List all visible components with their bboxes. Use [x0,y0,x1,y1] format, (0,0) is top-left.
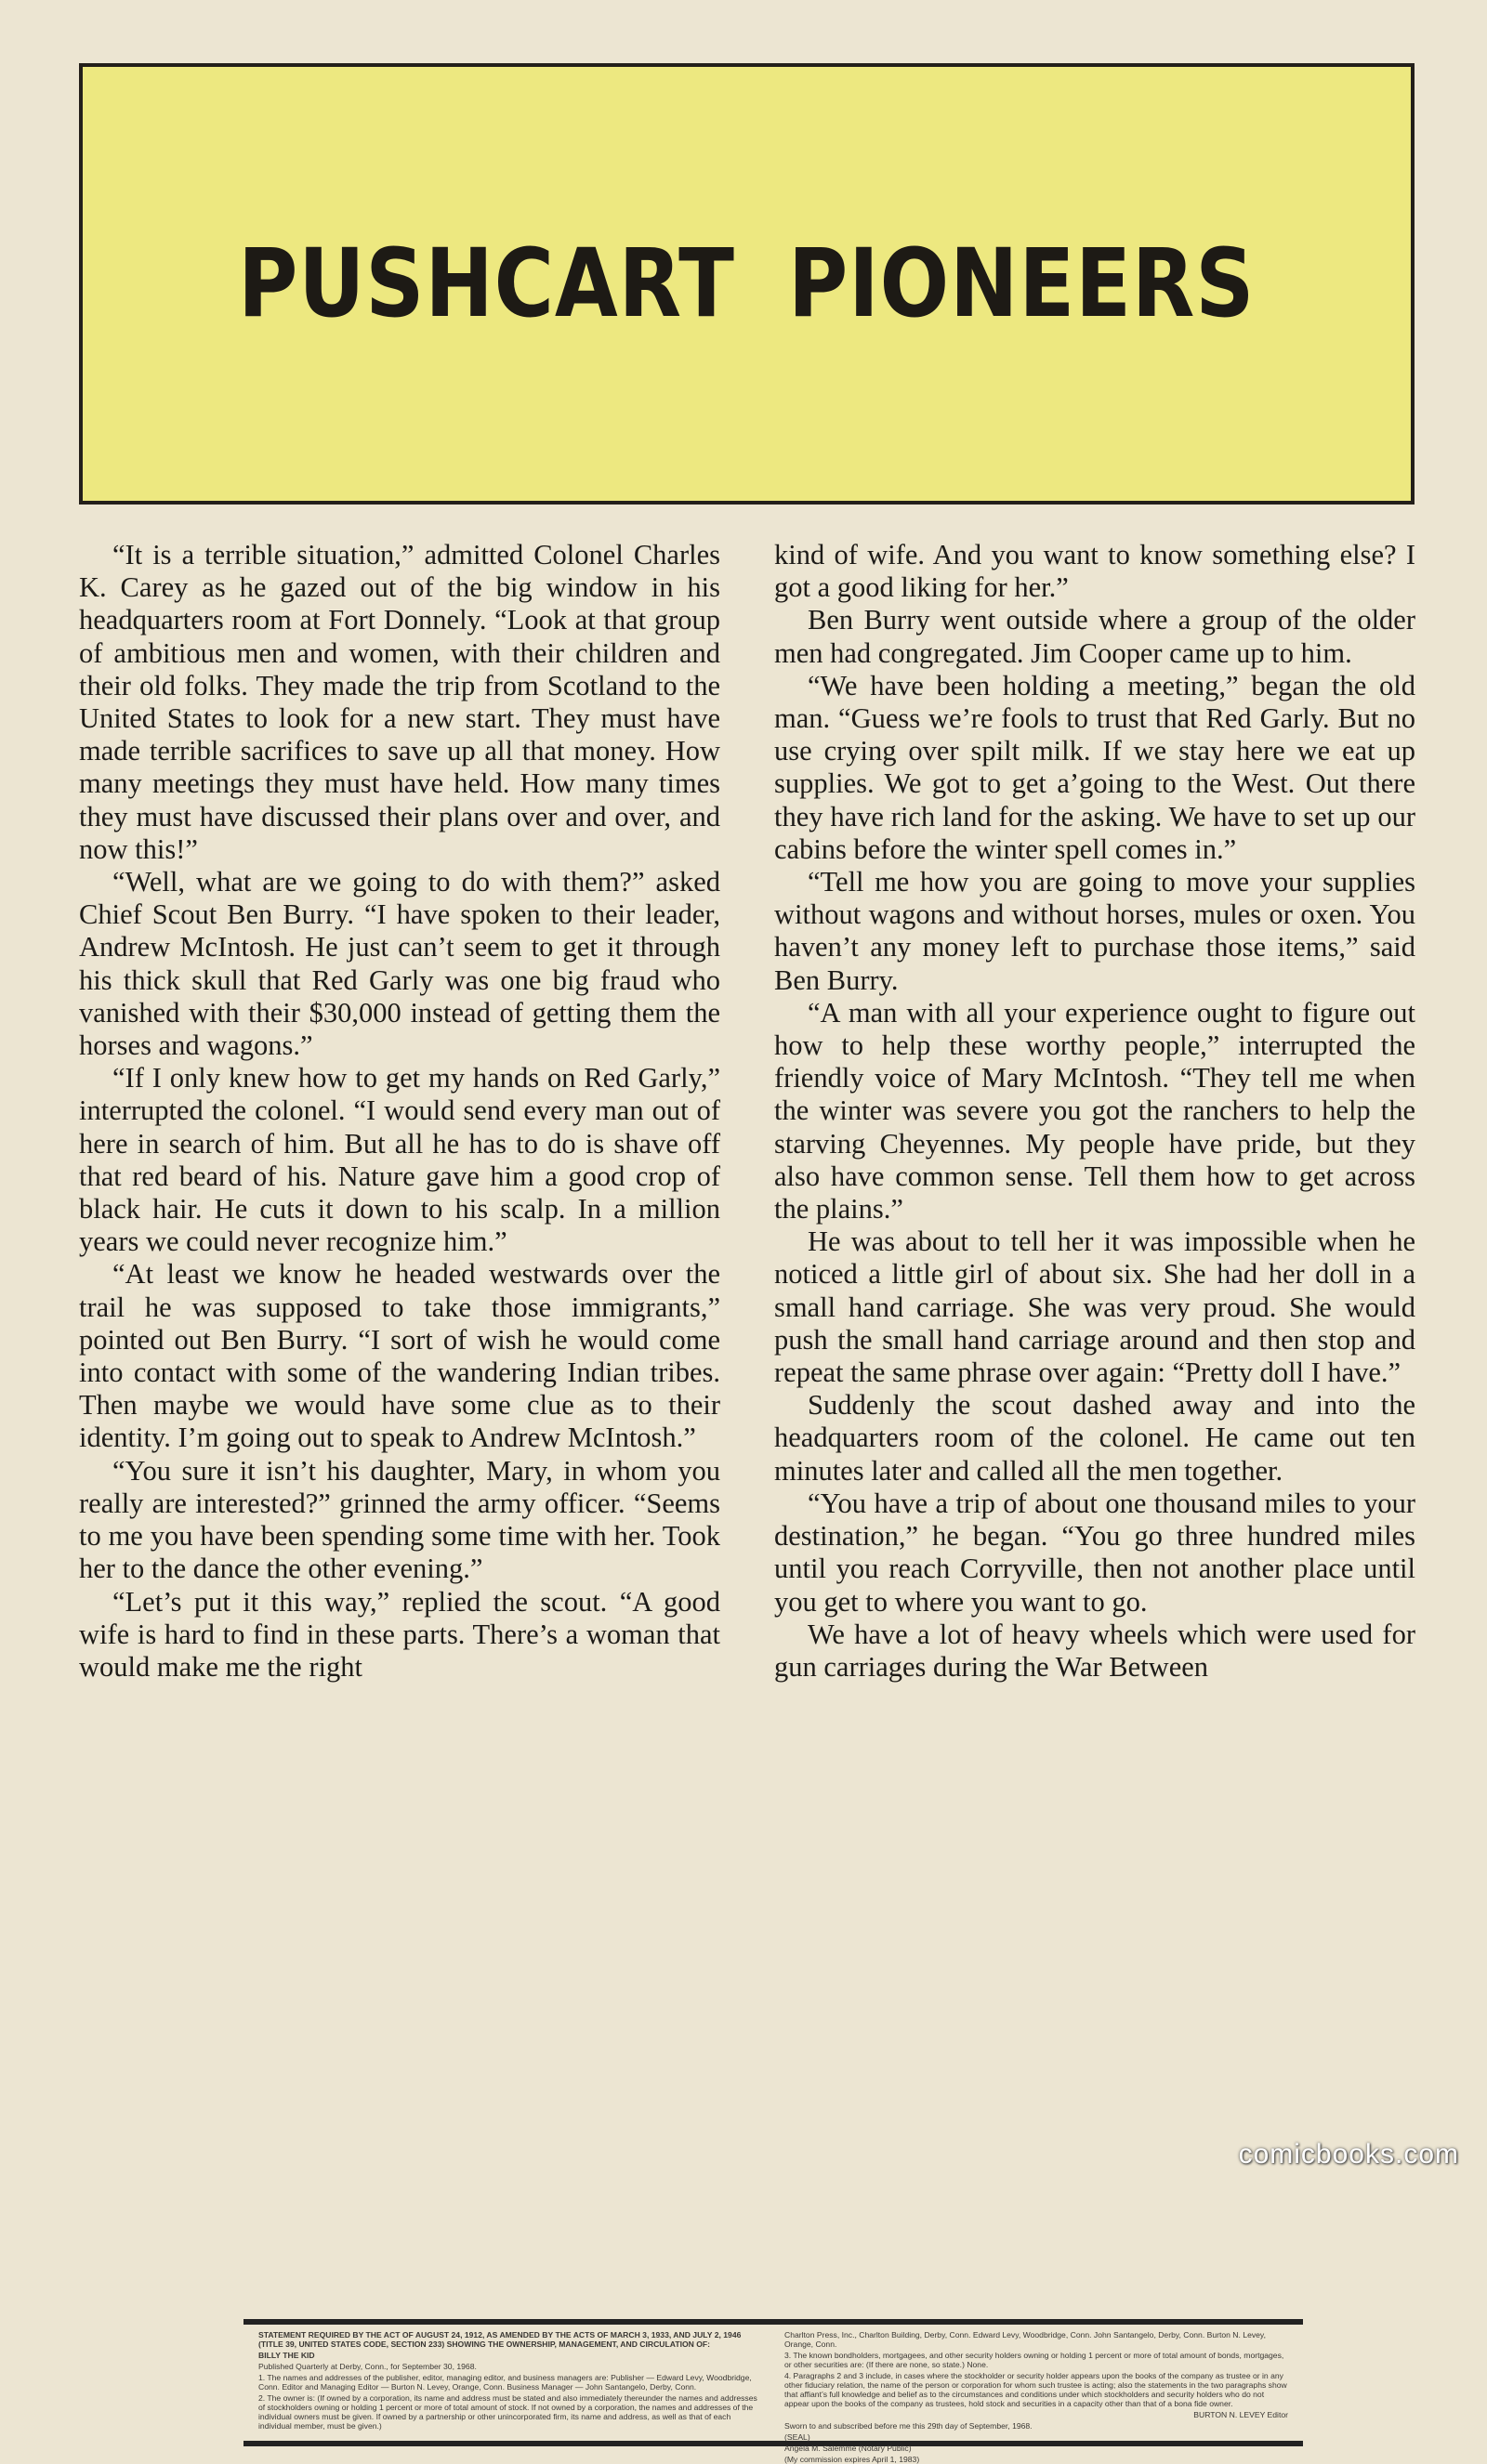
story-paragraph-continuation: kind of wife. And you want to know something else? I got a good liking for her.” [774,539,1415,604]
title-panel [79,63,1415,505]
statement-paragraph: 2. The owner is: (If owned by a corporation, its name and address must be stated and also immediately thereunder the names and addresses of stockholders owning or holding 1 percent or more of total amount of stock. If not owned by a corporation, the names and addresses of the individual owners must be given. If owned by a partnership or other unincorporated firm, its name and address, as well as that of each individual member, must be given.) [258,2393,757,2431]
statement-published: Published Quarterly at Derby, Conn., for September 30, 1968. [258,2362,477,2371]
story-paragraph: He was about to tell her it was impossible when he noticed a little girl of about six. She had her doll in a small hand carriage. She was very proud. She would push the small hand carriage around and then stop and repeat the same phrase over again: “Pretty doll I have.” [774,1225,1415,1389]
story-title: PUSHCART PIONEERS [238,229,1256,339]
left-column [79,539,720,1684]
story-paragraph: “Well, what are we going to do with them?” asked Chief Scout Ben Burry. “I have spoken to their leader, Andrew McIntosh. He just can’t seem to get it through his thick skull that Red Garly was one big fraud who vanished with their $30,000 instead of getting them the horses and wagons.” [79,866,720,1062]
statement-signature: BURTON N. LEVEY Editor [1193,2410,1288,2419]
statement-paragraph: 4. Paragraphs 2 and 3 include, in cases where the stockholder or security holder appears upon the books of the company as trustee or in any other fiduciary relation, the name of the person or corporation for whom such trustee is acting; also the statements in the two paragraphs show that affiant’s full knowledge and belief as to the circumstances and conditions under which stockholders and security holders who do not appear upon the books of the company as trustees, hold stock and securities in a capacity other than that of a bona fide owner. [784,2371,1287,2408]
statement-paragraph: 1. The names and addresses of the publisher, editor, managing editor, and business managers are: Publisher — Edward Levy, Woodbridge, Conn. Editor and Managing Editor — Burton N. Levey, Orange, Conn. Business Manager — John Santangelo, Derby, Conn. [258,2373,752,2392]
statement-notary: Angela M. Salemme (Notary Public) [784,2444,912,2453]
statement-right-column [784,2330,1288,2464]
story-paragraph: “Tell me how you are going to move your supplies without wagons and without horses, mules or oxen. You haven’t any money left to purchase those items,” said Ben Burry. [774,866,1415,996]
story-paragraph: “You have a trip of about one thousand miles to your destination,” he began. “You go three hundred miles until you reach Corryville, then not another place until you get to where you want to go. [774,1487,1415,1618]
ownership-statement [243,2319,1303,2464]
story-paragraph: “You sure it isn’t his daughter, Mary, in whom you really are interested?” grinned the army officer. “Seems to me you have been spending some time with her. Took her to the dance the other evening.” [79,1454,720,1585]
statement-heading: STATEMENT REQUIRED BY THE ACT OF AUGUST 24, 1912, AS AMENDED BY THE ACTS OF MARCH 3, 1933, AND JULY 2, 1946 (TITLE 39, UNITED STATES CODE, SECTION 233) SHOWING THE OWNERSHIP, MANAGEMENT, AND CIRCULATION OF: [258,2330,742,2349]
watermark-text: comicbooks.com [1238,2139,1459,2169]
statement-owners: Charlton Press, Inc., Charlton Building, Derby, Conn. Edward Levy, Woodbridge, Conn. John Santangelo, Derby, Conn. Burton N. Levey, Orange, Conn. [784,2330,1266,2349]
story-paragraph: We have a lot of heavy wheels which were used for gun carriages during the War Between [774,1618,1415,1683]
story-paragraph: “It is a terrible situation,” admitted Colonel Charles K. Carey as he gazed out of the big window in his headquarters room at Fort Donnely. “Look at that group of ambitious men and women, with their children and their old folks. They made the trip from Scotland to the United States to look for a new start. They must have made terrible sacrifices to save up all that money. How many meetings they must have held. How many times they must have discussed their plans over and over, and now this!” [79,539,720,865]
statement-seal: (SEAL) [784,2432,810,2442]
story-paragraph: “If I only knew how to get my hands on Red Garly,” interrupted the colonel. “I would send every man out of here in search of him. But all he has to do is shave off that red beard of his. Nature gave him a good crop of black hair. He cuts it down to his scalp. In a million years we could never recognize him.” [79,1062,720,1258]
statement-publication: BILLY THE KID [258,2351,315,2360]
story-paragraph: “A man with all your experience ought to figure out how to help these worthy people,” interrupted the friendly voice of Mary McIntosh. “They tell me when the winter was severe you got the ranchers to help the starving Cheyennes. My people have pride, but they also have common sense. Tell them how to get across the plains.” [774,996,1415,1225]
statement-left-column [258,2330,762,2437]
story-paragraph: “Let’s put it this way,” replied the scout. “A good wife is hard to find in these parts. There’s a woman that would make me the right [79,1585,720,1683]
story-paragraph: Ben Burry went outside where a group of the older men had congregated. Jim Cooper came up to him. [774,604,1415,669]
statement-commission: (My commission expires April 1, 1983) [784,2455,920,2464]
right-column [774,539,1415,1684]
story-paragraph: “We have been holding a meeting,” began the old man. “Guess we’re fools to trust that Red Garly. But no use crying over spilt milk. If we stay here we eat up supplies. We got to get a’going to the West. Out there they have rich land for the asking. We have to set up our cabins before the winter spell comes in.” [774,669,1415,865]
story-paragraph: Suddenly the scout dashed away and into the headquarters room of the colonel. He came out ten minutes later and called all the men together. [774,1389,1415,1487]
statement-sworn: Sworn to and subscribed before me this 29th day of September, 1968. [784,2421,1033,2431]
statement-paragraph: 3. The known bondholders, mortgagees, and other security holders owning or holding 1 percent or more of total amount of bonds, mortgages, or other securities are: (If there are none, so state.) None. [784,2351,1284,2369]
story-paragraph: “At least we know he headed westwards over the trail he was supposed to take those immigrants,” pointed out Ben Burry. “I sort of wish he would come into contact with some of the wandering Indian tribes. Then maybe we would have some clue as to their identity. I’m going out to speak to Andrew McIntosh.” [79,1258,720,1454]
